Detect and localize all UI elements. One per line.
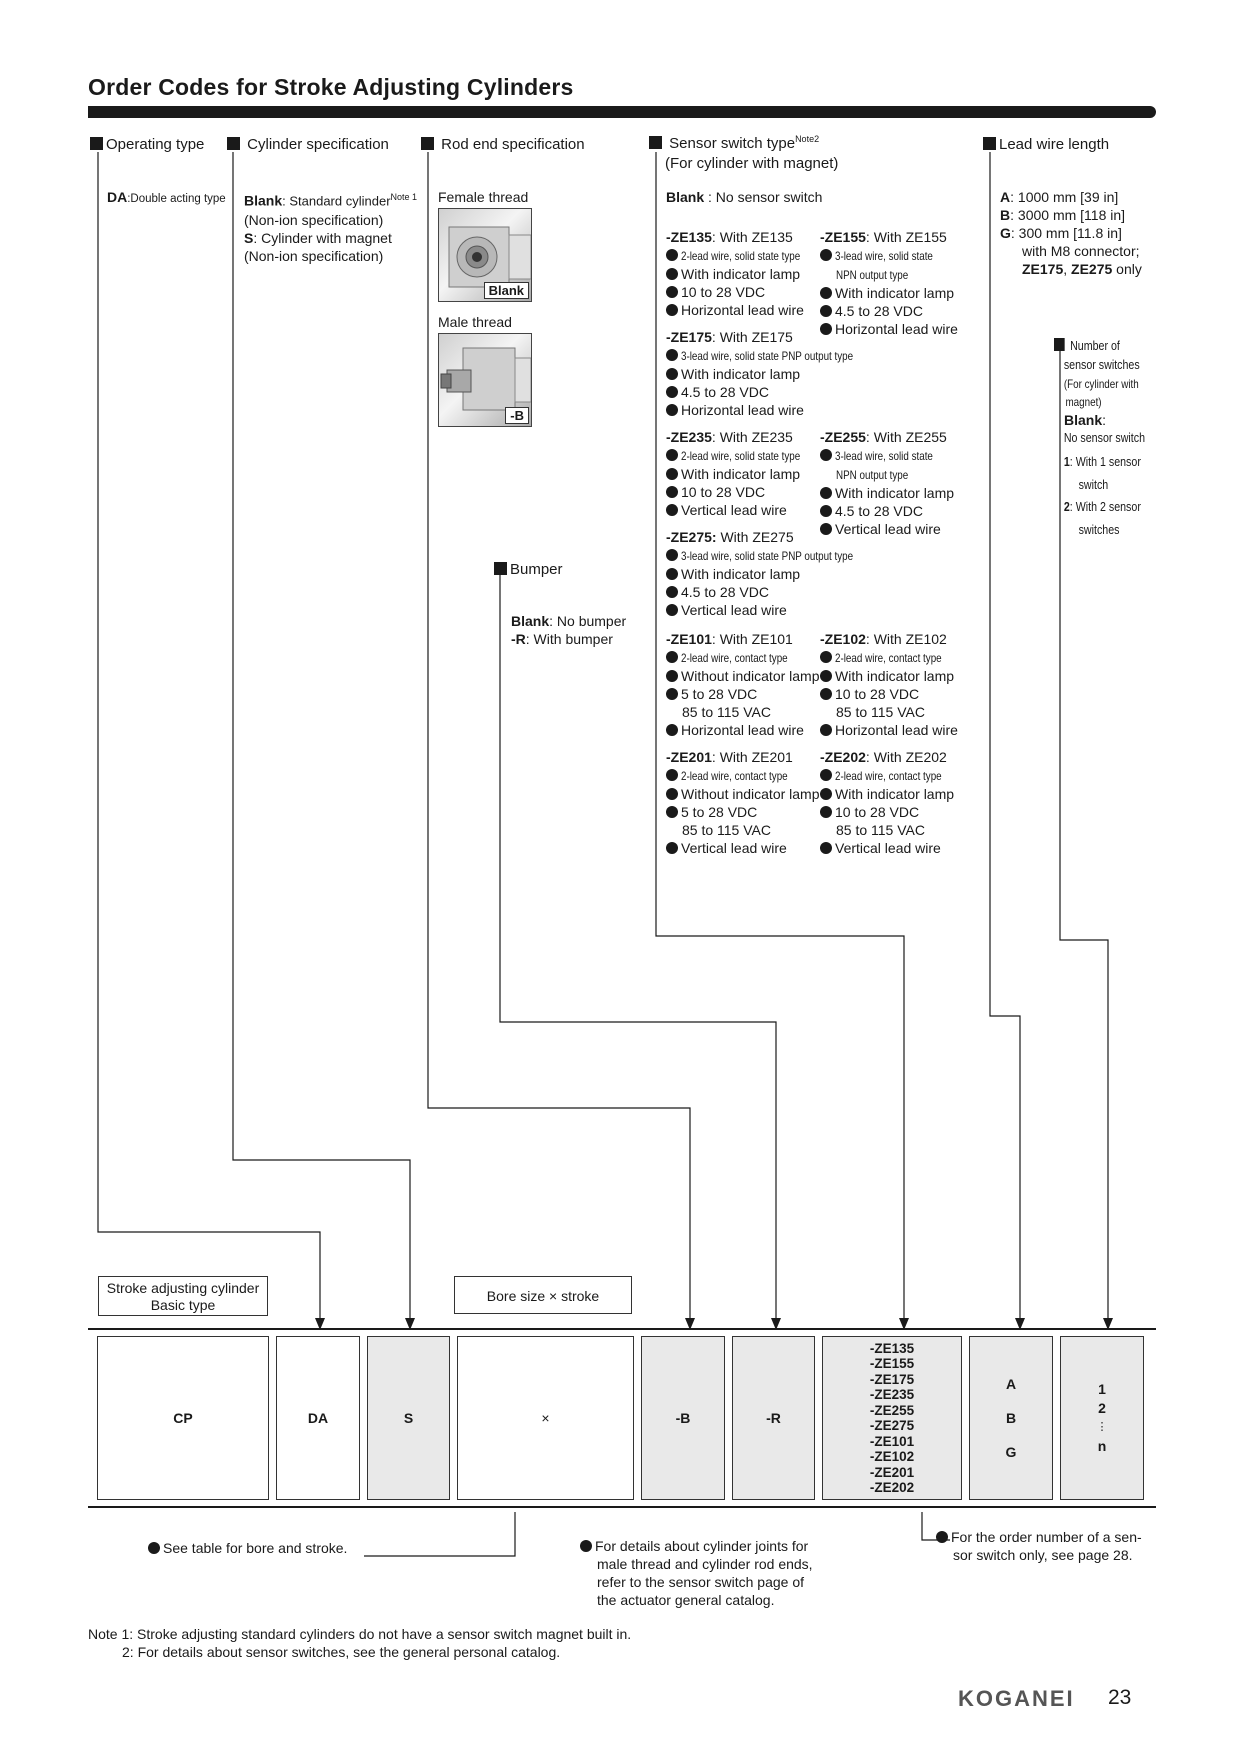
page-title: Order Codes for Stroke Adjusting Cylinders (88, 74, 574, 100)
code-bore-stroke: × (457, 1336, 634, 1500)
sensor-ze201: -ZE201: With ZE201 2-lead wire, contact type Without indicator lamp 5 to 28 VDC 85 to 115 VAC Vertical lead wire (666, 749, 820, 856)
sensor-ze175: -ZE175: With ZE175 3-lead wire, solid state PNP output type With indicator lamp 4.5 to 28 VDC Horizontal lead wire (666, 329, 854, 418)
sensor-ze155: -ZE155: With ZE155 3-lead wire, solid state NPN output type With indicator lamp 4.5 to 28 VDC Horizontal lead wire (820, 229, 958, 337)
operating-da: DA:Double acting type (107, 189, 226, 205)
sensor-ze135: -ZE135: With ZE135 2-lead wire, solid state type With indicator lamp 10 to 28 VDC Horizontal lead wire (666, 229, 804, 318)
footnote-1: Note 1: Stroke adjusting standard cylinders do not have a sensor switch magnet built in. (88, 1626, 632, 1642)
header-rod-end: Rod end specification (421, 136, 585, 153)
square-bullet-icon (983, 137, 996, 150)
header-sensor-sub: (For cylinder with magnet) (665, 155, 839, 172)
sensor-ze275: -ZE275: With ZE275 3-lead wire, solid state PNP output type With indicator lamp 4.5 to 28 VDC Vertical lead wire (666, 529, 854, 618)
code-sensor-list: -ZE135 -ZE155 -ZE175 -ZE235 -ZE255 -ZE275 -ZE101 -ZE102 -ZE201 -ZE202 (822, 1336, 962, 1500)
male-thread-image: -B (438, 333, 532, 427)
lead-wire-options: A: 1000 mm [39 in] B: 3000 mm [118 in] G: 300 mm [11.8 in] with M8 connector; ZE175, ZE275 only (1000, 189, 1142, 277)
header-cylinder-spec: Cylinder specification (227, 136, 389, 153)
code-num-n: 1 2 ⋮ n (1060, 1336, 1144, 1500)
code-lead-abg: A B G (969, 1336, 1053, 1500)
square-bullet-icon (227, 137, 240, 150)
bumper-options: Blank: No bumper -R: With bumper (511, 613, 627, 647)
rod-female-label: Female thread (438, 189, 529, 205)
sensor-ze202: -ZE202: With ZE202 2-lead wire, contact type With indicator lamp 10 to 28 VDC 85 to 115 VAC Vertical lead wire (820, 749, 955, 856)
header-sensor-type: Sensor switch type$^{Note2}$ (649, 134, 819, 152)
code-b: -B (641, 1336, 725, 1500)
sensor-ze101: -ZE101: With ZE101 2-lead wire, contact type Without indicator lamp 5 to 28 VDC 85 to 115 VAC Horizontal lead wire (666, 631, 820, 738)
header-bumper: Bumper (494, 561, 563, 578)
note-order-number: For the order number of a sen- sor switch only, see page 28. (936, 1528, 1142, 1564)
female-thread-image: Blank (438, 208, 532, 302)
header-operating-type: Operating type (90, 136, 204, 153)
brand-logo: KOGANEI (958, 1686, 1075, 1711)
sensor-ze255: -ZE255: With ZE255 3-lead wire, solid state NPN output type With indicator lamp 4.5 to 28 VDC Vertical lead wire (820, 429, 955, 537)
rod-male-label: Male thread (438, 314, 512, 330)
square-bullet-icon (421, 137, 434, 150)
sensor-ze235: -ZE235: With ZE235 2-lead wire, solid state type With indicator lamp 10 to 28 VDC Vertical lead wire (666, 429, 801, 518)
code-da: DA (276, 1336, 360, 1500)
num-sensors-block: Number of sensor switches (For cylinder with magnet) Blank: No sensor switch 1: With 1 sensor switch 2: With 2 sensor switches (1054, 336, 1165, 542)
header-lead-wire: Lead wire length (983, 136, 1109, 153)
code-s: S (367, 1336, 450, 1500)
code-row-bottom-line (88, 1506, 1156, 1508)
basic-type-label: Stroke adjusting cylinder Basic type (98, 1276, 268, 1316)
square-bullet-icon (1054, 338, 1065, 351)
sensor-blank: Blank : No sensor switch (666, 189, 823, 205)
square-bullet-icon (649, 136, 662, 149)
footnote-2: 2: For details about sensor switches, see the general personal catalog. (122, 1644, 561, 1660)
sensor-ze102: -ZE102: With ZE102 2-lead wire, contact type With indicator lamp 10 to 28 VDC 85 to 115 VAC Horizontal lead wire (820, 631, 958, 738)
code-row-top-line (88, 1328, 1156, 1330)
square-bullet-icon (90, 137, 103, 150)
note-joints: For details about cylinder joints for male thread and cylinder rod ends, refer to the sensor switch page of the actuator general catalog. (580, 1537, 813, 1609)
note-bore-table: See table for bore and stroke. (148, 1539, 347, 1557)
page-number: 23 (1108, 1686, 1132, 1709)
code-cp: CP (97, 1336, 269, 1500)
square-bullet-icon (494, 562, 507, 575)
bore-stroke-label: Bore size × stroke (454, 1276, 632, 1314)
code-r: -R (732, 1336, 815, 1500)
cylinder-options: Blank: Standard cylinder$^{Note 1}$ (Non-ion specification) S: Cylinder with magnet (Non-ion specification) (244, 192, 418, 264)
